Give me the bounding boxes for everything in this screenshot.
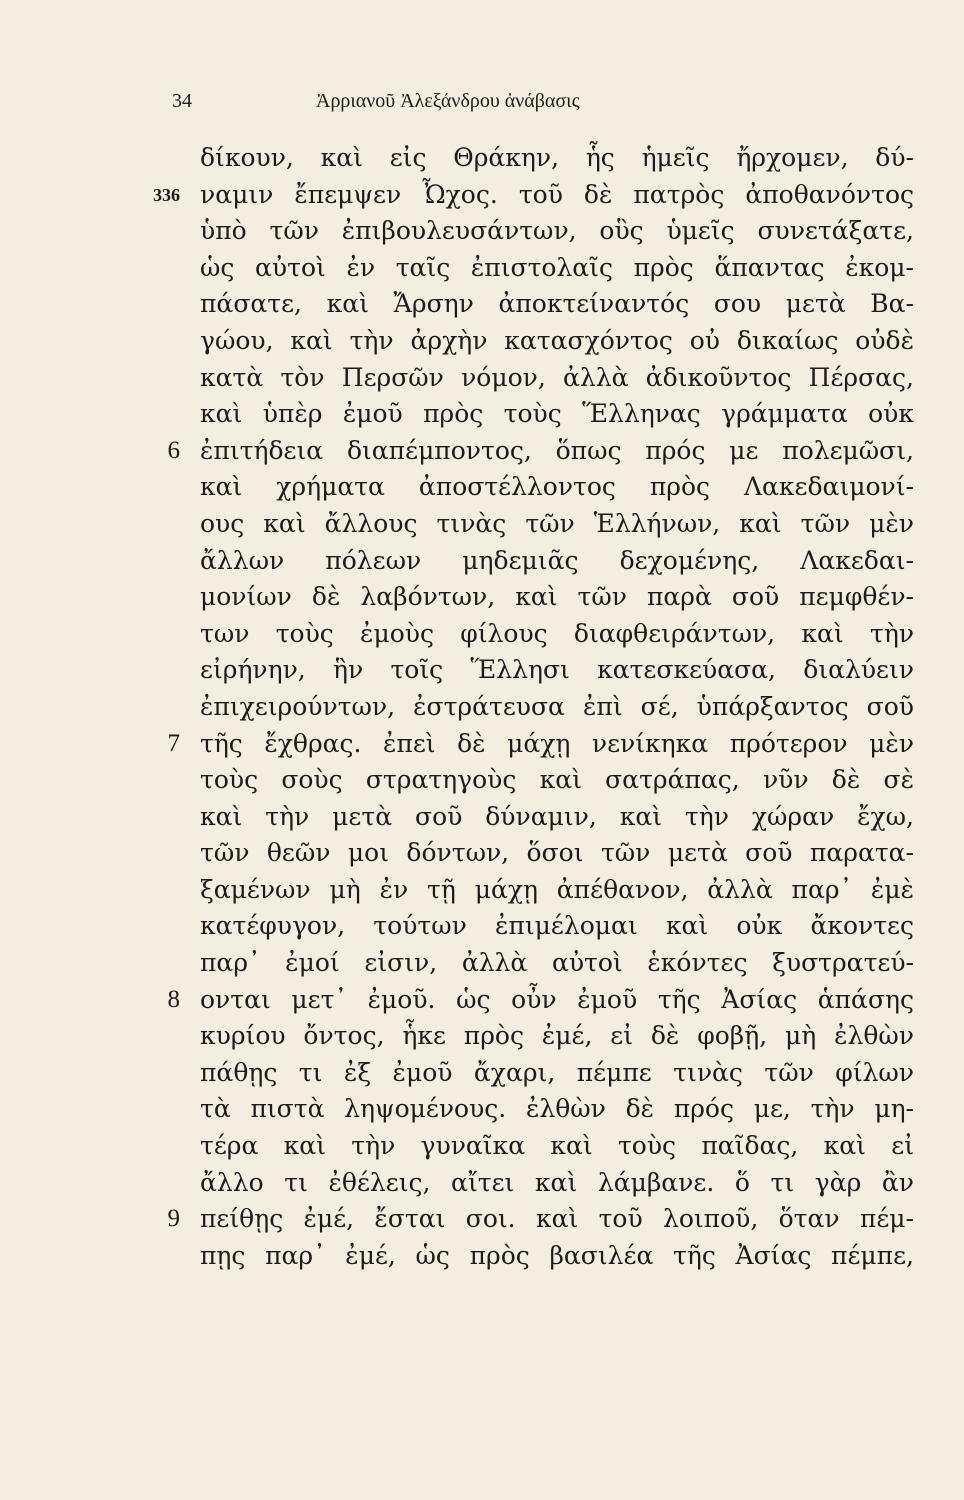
line-text: ἄλλων πόλεων μηδεμιᾶς δεχομένης, Λακεδαι- <box>200 545 914 575</box>
page-number: 34 <box>172 90 192 112</box>
line-text: πάθῃς τι ἐξ ἐμοῦ ἄχαρι, πέμπε τινὰς τῶν φίλων <box>200 1057 914 1087</box>
running-title: Ἀρριανοῦ Ἀλεξάνδρου ἀνάβασις <box>316 90 580 112</box>
text-line <box>0 799 964 836</box>
line-text: τῶν θεῶν μοι δόντων, ὅσοι τῶν μετὰ σοῦ παρατα- <box>200 838 914 868</box>
text-line <box>0 140 964 177</box>
line-text: πάσατε, καὶ Ἄρσην ἀποκτείναντός σου μετὰ Βα- <box>200 289 914 319</box>
line-text: ους καὶ ἄλλους τινὰς τῶν Ἑλλήνων, καὶ τῶν μὲν <box>200 508 914 538</box>
margin-section-number: 7 <box>167 729 180 757</box>
text-line <box>0 1018 964 1055</box>
text-line <box>0 872 964 909</box>
line-text: ναμιν ἔπεμψεν Ὦχος. τοῦ δὲ πατρὸς ἀποθανόντος <box>200 179 914 209</box>
line-text: τὰ πιστὰ ληψομένους. ἐλθὼν δὲ πρός με, τὴν μη- <box>200 1094 914 1124</box>
line-text: ἄλλο τι ἐθέλεις, αἴτει καὶ λάμβανε. ὅ τι γὰρ ἂν <box>200 1167 914 1197</box>
line-text: ξαμένων μὴ ἐν τῇ μάχῃ ἀπέθανον, ἀλλὰ παρ᾿ ἐμὲ <box>200 874 914 904</box>
margin-section-number: 8 <box>167 985 180 1013</box>
line-text: τέρα καὶ τὴν γυναῖκα καὶ τοὺς παῖδας, καὶ εἰ <box>200 1131 914 1161</box>
text-line <box>0 396 964 433</box>
line-text: ἐπιτήδεια διαπέμποντος, ὅπως πρός με πολεμῶσι, <box>200 435 914 465</box>
text-line <box>0 469 964 506</box>
line-text: δίκουν, καὶ εἰς Θράκην, ἧς ἡμεῖς ἤρχομεν, δύ- <box>200 143 914 172</box>
line-text: κατέφυγον, τούτων ἐπιμέλομαι καὶ οὐκ ἄκοντες <box>200 911 914 941</box>
line-text: κυρίου ὄντος, ἧκε πρὸς ἐμέ, εἰ δὲ φοβῇ, μὴ ἐλθὼν <box>200 1021 914 1051</box>
body-text <box>0 140 964 1274</box>
text-line <box>0 360 964 397</box>
line-text: ἐπιχειρούντων, ἐστράτευσα ἐπὶ σέ, ὑπάρξαντος σοῦ <box>200 691 914 721</box>
line-text: εἰρήνην, ἣν τοῖς Ἕλλησι κατεσκεύασα, διαλύειν <box>200 655 914 685</box>
text-line <box>0 543 964 580</box>
text-line <box>0 1165 964 1202</box>
line-text: μονίων δὲ λαβόντων, καὶ τῶν παρὰ σοῦ πεμφθέν- <box>200 582 914 612</box>
text-line <box>0 726 964 763</box>
text-line <box>0 1238 964 1275</box>
text-line <box>0 1055 964 1092</box>
line-text: καὶ χρήματα ἀποστέλλοντος πρὸς Λακεδαιμονί- <box>200 472 914 502</box>
text-line <box>0 762 964 799</box>
text-line <box>0 689 964 726</box>
line-text: τῆς ἔχθρας. ἐπεὶ δὲ μάχῃ νενίκηκα πρότερον μὲν <box>200 728 914 758</box>
text-line <box>0 1201 964 1238</box>
text-line <box>0 323 964 360</box>
text-line <box>0 982 964 1019</box>
text-line <box>0 506 964 543</box>
text-line <box>0 433 964 470</box>
text-line <box>0 213 964 250</box>
text-line <box>0 250 964 287</box>
margin-section-number: 9 <box>167 1205 180 1233</box>
line-text: ὡς αὐτοὶ ἐν ταῖς ἐπιστολαῖς πρὸς ἅπαντας ἐκομ- <box>200 252 914 282</box>
line-text: των τοὺς ἐμοὺς φίλους διαφθειράντων, καὶ τὴν <box>200 618 914 648</box>
line-text: γώου, καὶ τὴν ἀρχὴν κατασχόντος οὐ δικαίως οὐδὲ <box>200 325 914 355</box>
text-line <box>0 579 964 616</box>
line-text: ονται μετ᾿ ἐμοῦ. ὡς οὖν ἐμοῦ τῆς Ἀσίας ἁπάσης <box>200 984 914 1014</box>
text-line <box>0 286 964 323</box>
line-text: τοὺς σοὺς στρατηγοὺς καὶ σατράπας, νῦν δὲ σὲ <box>200 765 914 795</box>
line-text: κατὰ τὸν Περσῶν νόμον, ἀλλὰ ἀδικοῦντος Πέρσας, <box>200 362 914 392</box>
margin-section-number: 336 <box>153 184 180 205</box>
text-line <box>0 1091 964 1128</box>
text-line <box>0 835 964 872</box>
line-text: καὶ ὑπὲρ ἐμοῦ πρὸς τοὺς Ἕλληνας γράμματα οὐκ <box>200 399 914 429</box>
text-line <box>0 177 964 214</box>
line-text: παρ᾿ ἐμοί εἰσιν, ἀλλὰ αὐτοὶ ἑκόντες ξυστρατεύ- <box>200 948 914 978</box>
text-line <box>0 945 964 982</box>
text-line <box>0 652 964 689</box>
line-text: πείθῃς ἐμέ, ἔσται σοι. καὶ τοῦ λοιποῦ, ὅταν πέμ- <box>200 1204 914 1234</box>
line-text: ὑπὸ τῶν ἐπιβουλευσάντων, οὓς ὑμεῖς συνετάξατε, <box>200 216 914 246</box>
line-text: καὶ τὴν μετὰ σοῦ δύναμιν, καὶ τὴν χώραν ἔχω, <box>200 801 914 831</box>
text-line <box>0 616 964 653</box>
text-line <box>0 1128 964 1165</box>
line-text: πῃς παρ᾿ ἐμέ, ὡς πρὸς βασιλέα τῆς Ἀσίας πέμπε, <box>200 1240 914 1270</box>
text-line <box>0 908 964 945</box>
margin-section-number: 6 <box>167 436 180 464</box>
